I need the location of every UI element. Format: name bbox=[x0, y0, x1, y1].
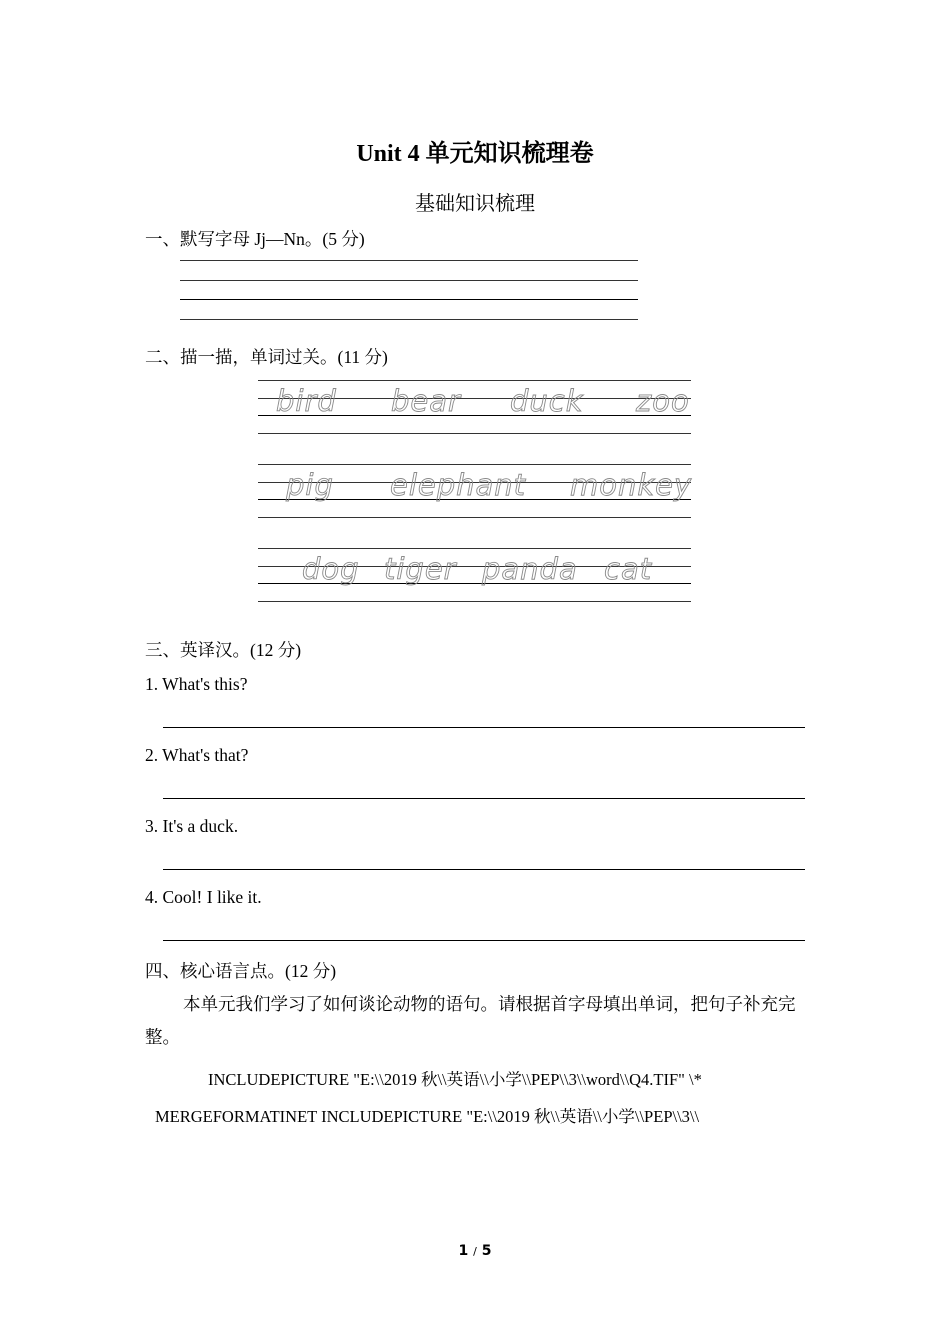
section-4-instruction: 本单元我们学习了如何谈论动物的语句。请根据首字母填出单词，把句子补充完整。 bbox=[145, 994, 796, 1047]
trace-word: tiger bbox=[384, 552, 457, 586]
letter-writing-lines[interactable] bbox=[180, 260, 638, 322]
trace-word: bird bbox=[276, 384, 337, 418]
trace-word: zoo bbox=[636, 384, 690, 418]
trace-word: pig bbox=[286, 468, 334, 502]
page-number bbox=[0, 1243, 950, 1259]
page-current: 1 bbox=[458, 1243, 469, 1259]
trace-row-1[interactable] bbox=[258, 380, 691, 436]
question-3: 3. It's a duck. bbox=[145, 816, 239, 836]
answer-line-3[interactable] bbox=[163, 869, 805, 870]
trace-word: duck bbox=[510, 384, 584, 418]
page-subtitle: 基础知识梳理 bbox=[415, 193, 535, 215]
question-4: 4. Cool! I like it. bbox=[145, 887, 262, 907]
section-2-heading: 二、描一描，单词过关。(11 分) bbox=[145, 347, 388, 367]
answer-line-2[interactable] bbox=[163, 798, 805, 799]
question-1: 1. What's this? bbox=[145, 674, 248, 694]
trace-word: elephant bbox=[390, 468, 527, 502]
field-code-line-2: MERGEFORMATINET INCLUDEPICTURE "E:\\2019 秋\\英语\\小学\\PEP\\3\\ bbox=[155, 1107, 700, 1126]
page-total: 5 bbox=[481, 1243, 492, 1259]
section-1-heading: 一、默写字母 Jj—Nn。(5 分) bbox=[145, 229, 365, 249]
trace-word: monkey bbox=[570, 468, 693, 502]
section-4-heading: 四、核心语言点。(12 分) bbox=[145, 961, 337, 981]
question-2: 2. What's that? bbox=[145, 745, 249, 765]
page-separator: / bbox=[473, 1245, 477, 1258]
trace-word: panda bbox=[482, 552, 578, 586]
trace-row-2[interactable] bbox=[258, 464, 691, 520]
section-3-heading: 三、英译汉。(12 分) bbox=[145, 640, 302, 660]
trace-row-3[interactable] bbox=[258, 548, 691, 604]
trace-word: cat bbox=[604, 552, 653, 586]
trace-word: bear bbox=[391, 384, 461, 418]
field-code-line-1: INCLUDEPICTURE "E:\\2019 秋\\英语\\小学\\PEP\\3\\word\\Q4.TIF" \* bbox=[208, 1070, 702, 1089]
answer-line-4[interactable] bbox=[163, 940, 805, 941]
page-title: Unit 4 单元知识梳理卷 bbox=[356, 141, 594, 167]
answer-line-1[interactable] bbox=[163, 727, 805, 728]
trace-word: dog bbox=[302, 552, 360, 586]
